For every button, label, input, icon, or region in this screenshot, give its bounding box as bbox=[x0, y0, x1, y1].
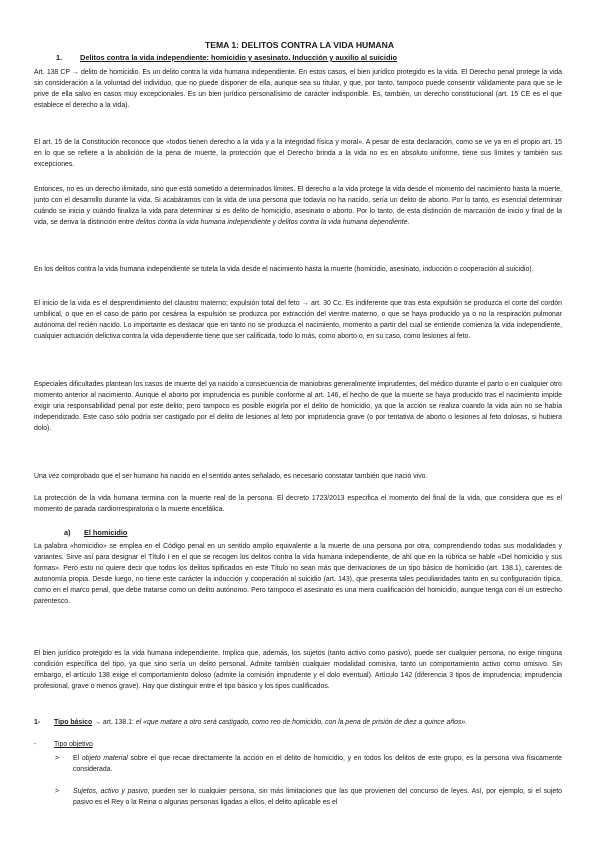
distinction-italic: delitos contra la vida humana independiente y delitos contra la vida humana dependiente bbox=[135, 219, 408, 226]
dash-item-objective-type bbox=[34, 741, 93, 748]
item-number: 1- bbox=[34, 719, 41, 726]
subsection-letter: a) bbox=[64, 528, 71, 537]
list-item-basic-type: 1- Tipo básico → art. 138.1: el «que matare a otro será castigado, como reo de homicidio, con la pena de prisión de diez a quince años». bbox=[34, 719, 468, 726]
paragraph-born-alive: Una vez comprobado que el ser humano ha nacido en el sentido antes señalado, es necesario constatar también que nació vivo. bbox=[34, 473, 428, 480]
section-title: Delitos contra la vida independiente: homicidio y asesinato. Inducción y auxilio al suicidio bbox=[80, 53, 398, 62]
item-quote: el «que matare a otro será castigado, como reo de homicidio, con la pena de prisión de diez a quince años». bbox=[135, 719, 468, 726]
paragraph-homicide-article: Art. 138 CP → delito de homicidio. Es un delito contra la vida humana independiente. En estos casos, el bien jurídico protegido es la vida. El Derecho penal protege la vida sin consideración a la voluntad del individuo, que no puede disponer de ella, aunque sea su titular, y que, por tanto, tampoco puede consentir válidamente para que se le prive de ella salvo en casos muy excepcionales. Es un bien jurídico personalísimo de carácter indisponible. Es, también, un derecho constitucional (art. 15 CE es el que establece el derecho a la vida). bbox=[34, 69, 562, 109]
paragraph-end-of-life: La protección de la vida humana termina con la muerte real de la persona. El decreto 1723/2013 especifica el momento del final de la vida, que considera que es el momento de parada cardiorrespiratoria o la muerte encefálica. bbox=[34, 495, 562, 513]
paragraph-start-of-life: El inicio de la vida es el desprendimiento del claustro materno; expulsión total del feto → art. 30 Cc. Es indiferente que tras esta expulsión se produzca el corte del cordón umbilical, o que en el caso de parto por cesárea la expulsión se produzca por extracción del vientre materno, o que se haya producido ya o no la respiración pulmonar autónoma del recién nacido. Lo importante es destacar que en tanto no se produzca el nacimiento, momento a partir del cual se entiende comienza la vida independiente, cualquier actuación delictiva contra la vida dependiente tiene que ser calificada, todo lo más, como aborto o, en su caso, como lesiones al feto. bbox=[34, 300, 562, 340]
subsection-title: El homicidio bbox=[84, 528, 128, 537]
paragraph-difficulties: Especiales dificultades plantean los casos de muerte del ya nacido a consecuencia de maniobras generalmente imprudentes, del médico durante el parto o en cualquier otro momento anterior al nacimiento. Aunque el aborto por imprudencia es punible conforme al art. 146, el hecho de que la muerte se haya producido tras el nacimiento impide exigir una responsabilidad penal por este delito; pero tampoco es posible exigirla por el delito de homicidio, ya que la acción se realiza cuando la vida aún no se había independizado. Este caso sólo podría ser castigado por el delito de lesiones al feto por imprudencia grave (o por tentativa de aborto o lesiones al feto dolosas, si hubiera dolo). bbox=[34, 381, 562, 432]
paragraph-constitution: El art. 15 de la Constitución reconoce que «todos tienen derecho a la vida y a la integridad física y moral». A pesar de esta declaración, como se ve ya en el propio art. 15 en lo que se refiere a la abolición de la pena de muerte, la protección que el Derecho brinda a la vida no es en absoluto uniforme, tiene sus límites y también sus excepciones. bbox=[34, 139, 562, 168]
paragraph-homicide-term: La palabra «homicidio» se emplea en el Código penal en un sentido amplio equivalente a la muerte de una persona por otra, comprendiendo todas sus modalidades y variantes. Sirve así para designar el Título I en el que se recogen los delitos contra la vida humana independiente, de ahí que en la rúbrica se hable «Del homicidio y sus formas». Pero esto no quiere decir que todos los delitos tipificados en este Título no sean más que derivaciones de un tipo básico de homicidio (art. 138.1), carentes de autonomía propia. Desde luego, no tiene este carácter la inducción y cooperación al suicidio (art. 143), que presenta tales peculiaridades tanto en su configuración típica, como en el marco penal, que debe tratarse como un delito autónomo. Pero tampoco el asesinato es una mera cualificación del homicidio, aunque tenga con él un estrecho parentesco. bbox=[34, 543, 562, 605]
bullet-marker: > bbox=[55, 788, 60, 795]
paragraph-limits: Entonces, no es un derecho ilimitado, sino que está sometido a determinados límites. El derecho a la vida protege la vida desde el momento del nacimiento hasta la muerte, junto con el desarrollo durante la vida. Si acabáramos con la vida de una persona que todavía no ha nacido, sería un delito de aborto. Por lo tanto, es esencial determinar cuándo se inicia y cuándo finaliza la vida para determinar si es delito de homicidio, asesinato o aborto. Por lo tanto, de esta distinción de marcación de inicio y final de la vida, se deriva la distinción entre delitos contra la vida humana independiente y delitos contra la vida humana dependiente. bbox=[34, 186, 562, 226]
bullet-item-object: > El objeto material sobre el que recae directamente la acción en el delito de homicidio, y en todos los delitos de este grupo, es la persona viva físicamente considerada. bbox=[55, 755, 563, 773]
subsection-heading bbox=[64, 528, 127, 537]
dash-marker: - bbox=[34, 741, 37, 748]
bullet-marker: > bbox=[55, 755, 60, 762]
paragraph-independent-life: En los delitos contra la vida humana independiente se tutela la vida desde el nacimiento hasta la muerte (homicidio, asesinato, inducción o cooperación al suicidio). bbox=[34, 266, 534, 273]
dash-item-label: Tipo objetivo bbox=[54, 741, 93, 748]
section-number: 1. bbox=[56, 53, 63, 62]
document-title: TEMA 1: DELITOS CONTRA LA VIDA HUMANA bbox=[204, 40, 395, 50]
section-heading bbox=[56, 53, 397, 62]
bullet-item-subjects: > Sujetos, activo y pasivo, pueden ser lo cualquier persona, sin más limitaciones que las que provienen del concurso de leyes. Así, por ejemplo, si el sujeto pasivo es el Rey o la Reina o algunas personas ligadas a ellos, el delito aplicable es el bbox=[55, 788, 563, 806]
paragraph-legal-good: El bien jurídico protegido es la vida humana independiente. Implica que, además, los sujetos (tanto activo como pasivo), puede ser cualquier persona, no exige ninguna condición específica del tipo, ya que sino sería un delito personal. Admite también cualquier modalidad comisiva, tanto un comportamiento activo como omisivo. Sin embargo, el artículo 138 exige el comportamiento doloso (admite la comisión imprudente y el dolo eventual). Artículo 142 (diferencia 3 tipos de imprudencia; imprudencia profesional, grave o menos grave). Hay que distinguir entre el tipo básico y los tipos cualificados. bbox=[34, 650, 562, 690]
item-label: Tipo básico bbox=[54, 719, 93, 726]
